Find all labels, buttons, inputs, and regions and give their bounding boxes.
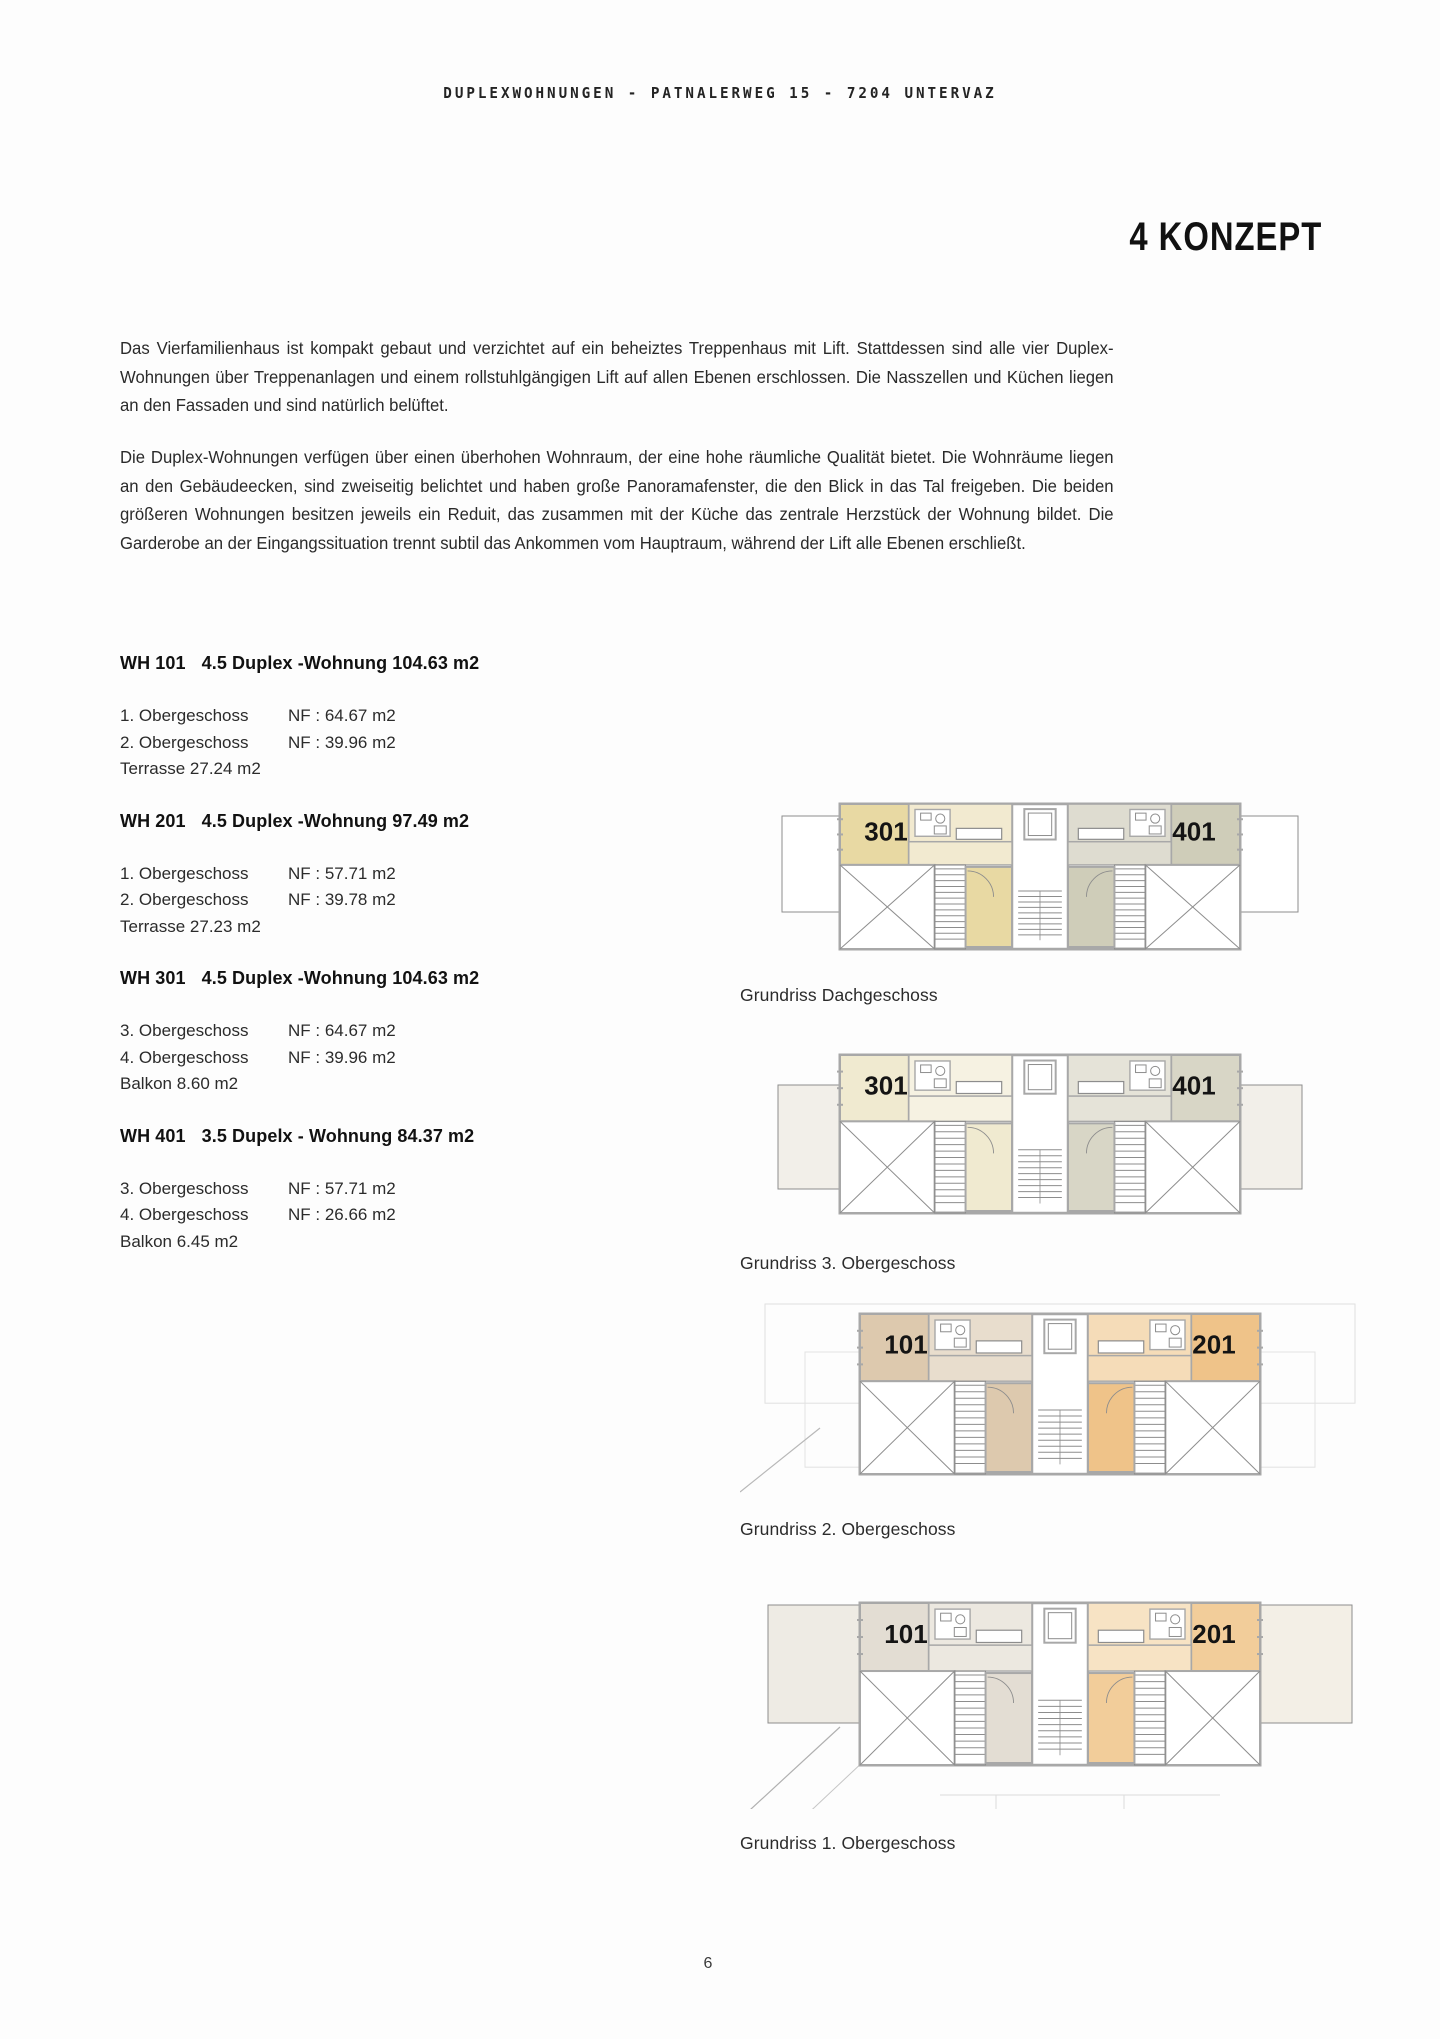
document-header: DUPLEXWOHNUNGEN - PATNALERWEG 15 - 7204 UNTERVAZ: [443, 84, 997, 102]
apartment-area-row: [120, 1202, 640, 1229]
apartment-code: WH 101: [120, 653, 186, 673]
apartment-code: WH 201: [120, 810, 186, 831]
svg-text:401: 401: [1172, 1070, 1216, 1101]
floor-plan-figure: [740, 1581, 1400, 1854]
apartment-title: [120, 968, 640, 989]
outdoor-area-value: Terrasse 27.24 m2: [120, 759, 261, 778]
apartment-area-row: [120, 703, 640, 730]
apartment-area-row: [120, 1176, 640, 1203]
apartment-description: 4.5 Duplex -Wohnung 104.63 m2: [201, 968, 480, 988]
apartment-area-row: [120, 1018, 640, 1045]
page-number: [0, 1955, 1440, 1973]
floor-area-value: NF : 39.78 m2: [288, 890, 396, 909]
apartment-title: [120, 1126, 640, 1147]
floor-plan-figure: [740, 790, 1400, 1006]
apartment-code: WH 301: [120, 968, 186, 988]
svg-text:201: 201: [1192, 1619, 1236, 1650]
floor-label: 3. Obergeschoss: [120, 1021, 249, 1040]
svg-text:201: 201: [1192, 1329, 1236, 1360]
paragraph-text: Die Duplex-Wohnungen verfügen über einen überhohen Wohnraum, der eine hohe räumliche Qualität bietet. Die Wohnräume liegen an den Gebäudeecken, sind zweiseitig belichtet und haben große Panoramafenster, die den Blick in das Tal freigeben. Die beiden größeren Wohnungen besitzen jeweils ein Reduit, das zusammen mit der Küche das zentrale Herzstück der Wohnung bildet. Die Garderobe an der Eingangssituation trennt subtil das Ankommen vom Hauptraum, während der Lift alle Ebenen erschließt.: [120, 447, 1114, 553]
outdoor-area-value: Balkon 6.45 m2: [120, 1231, 239, 1251]
apartment-area-row: [120, 861, 640, 888]
svg-text:301: 301: [864, 816, 908, 847]
svg-text:401: 401: [1172, 816, 1216, 847]
apartment-title: [120, 653, 640, 674]
svg-text:101: 101: [884, 1329, 928, 1360]
apartment-spec-block: [120, 968, 640, 1098]
apartment-area-rows: [120, 1018, 640, 1098]
apartment-area-row: [120, 730, 640, 757]
apartment-title: [120, 811, 640, 832]
floor-label: 1. Obergeschoss: [120, 706, 249, 725]
page-title: 4 KONZEPT: [1129, 215, 1322, 259]
floor-plan-caption: Grundriss Dachgeschoss: [740, 985, 938, 1005]
floor-label: 2. Obergeschoss: [120, 890, 249, 909]
floor-plan-drawing: [740, 1581, 1400, 1809]
apartment-spec-block: [120, 811, 640, 941]
apartment-code: WH 401: [120, 1125, 186, 1146]
floor-area-value: NF : 39.96 m2: [288, 1047, 396, 1067]
floor-label: 1. Obergeschoss: [120, 863, 249, 883]
floor-plan-caption: Grundriss 3. Obergeschoss: [740, 1253, 956, 1273]
apartment-spec-block: [120, 653, 640, 783]
floor-plan-list: [740, 790, 1400, 1854]
floor-area-value: NF : 26.66 m2: [288, 1205, 396, 1224]
floor-plan-figure: [740, 1041, 1400, 1274]
apartment-area-rows: [120, 1176, 640, 1256]
concept-paragraph-1: [120, 334, 1114, 420]
floor-plan-figure: [740, 1292, 1400, 1540]
floor-plan-drawing: [740, 790, 1400, 965]
floor-area-value: NF : 64.67 m2: [288, 1021, 396, 1040]
floor-plan-drawing: [740, 1292, 1400, 1497]
concept-paragraph-2: [120, 443, 1114, 557]
floor-plan-caption: Grundriss 1. Obergeschoss: [740, 1833, 956, 1853]
apartment-description: 4.5 Duplex -Wohnung 104.63 m2: [201, 653, 480, 673]
svg-text:101: 101: [884, 1619, 928, 1650]
floor-plan-drawing: [740, 1041, 1400, 1231]
paragraph-text: Das Vierfamilienhaus ist kompakt gebaut und verzichtet auf ein beheiztes Treppenhaus mit Lift. Stattdessen sind alle vier Duplex-Wohnungen über Treppenanlagen und einem rollstuhlgängigen Lift auf allen Ebenen erschlossen. Die Nasszellen und Küchen liegen an den Fassaden und sind natürlich belüftet.: [120, 338, 1114, 415]
apartment-area-rows: [120, 703, 640, 783]
apartment-area-rows: [120, 861, 640, 941]
floor-area-value: NF : 64.67 m2: [288, 706, 396, 725]
floor-plan-caption: Grundriss 2. Obergeschoss: [740, 1519, 956, 1539]
apartment-area-row: [120, 887, 640, 914]
floor-area-value: NF : 39.96 m2: [288, 732, 396, 752]
apartment-spec-list: [120, 653, 640, 1283]
apartment-area-row: [120, 1045, 640, 1072]
svg-text:301: 301: [864, 1070, 908, 1101]
floor-label: 3. Obergeschoss: [120, 1178, 249, 1198]
apartment-description: 3.5 Dupelx - Wohnung 84.37 m2: [201, 1125, 475, 1146]
floor-area-value: NF : 57.71 m2: [288, 1178, 396, 1198]
apartment-description: 4.5 Duplex -Wohnung 97.49 m2: [201, 810, 470, 831]
page-number-value: 6: [703, 1955, 713, 1972]
floor-label: 2. Obergeschoss: [120, 732, 249, 752]
floor-area-value: NF : 57.71 m2: [288, 863, 396, 883]
floor-label: 4. Obergeschoss: [120, 1205, 249, 1224]
apartment-spec-block: [120, 1126, 640, 1256]
floor-label: 4. Obergeschoss: [120, 1047, 249, 1067]
outdoor-area-value: Terrasse 27.23 m2: [120, 916, 261, 936]
outdoor-area-value: Balkon 8.60 m2: [120, 1074, 239, 1093]
